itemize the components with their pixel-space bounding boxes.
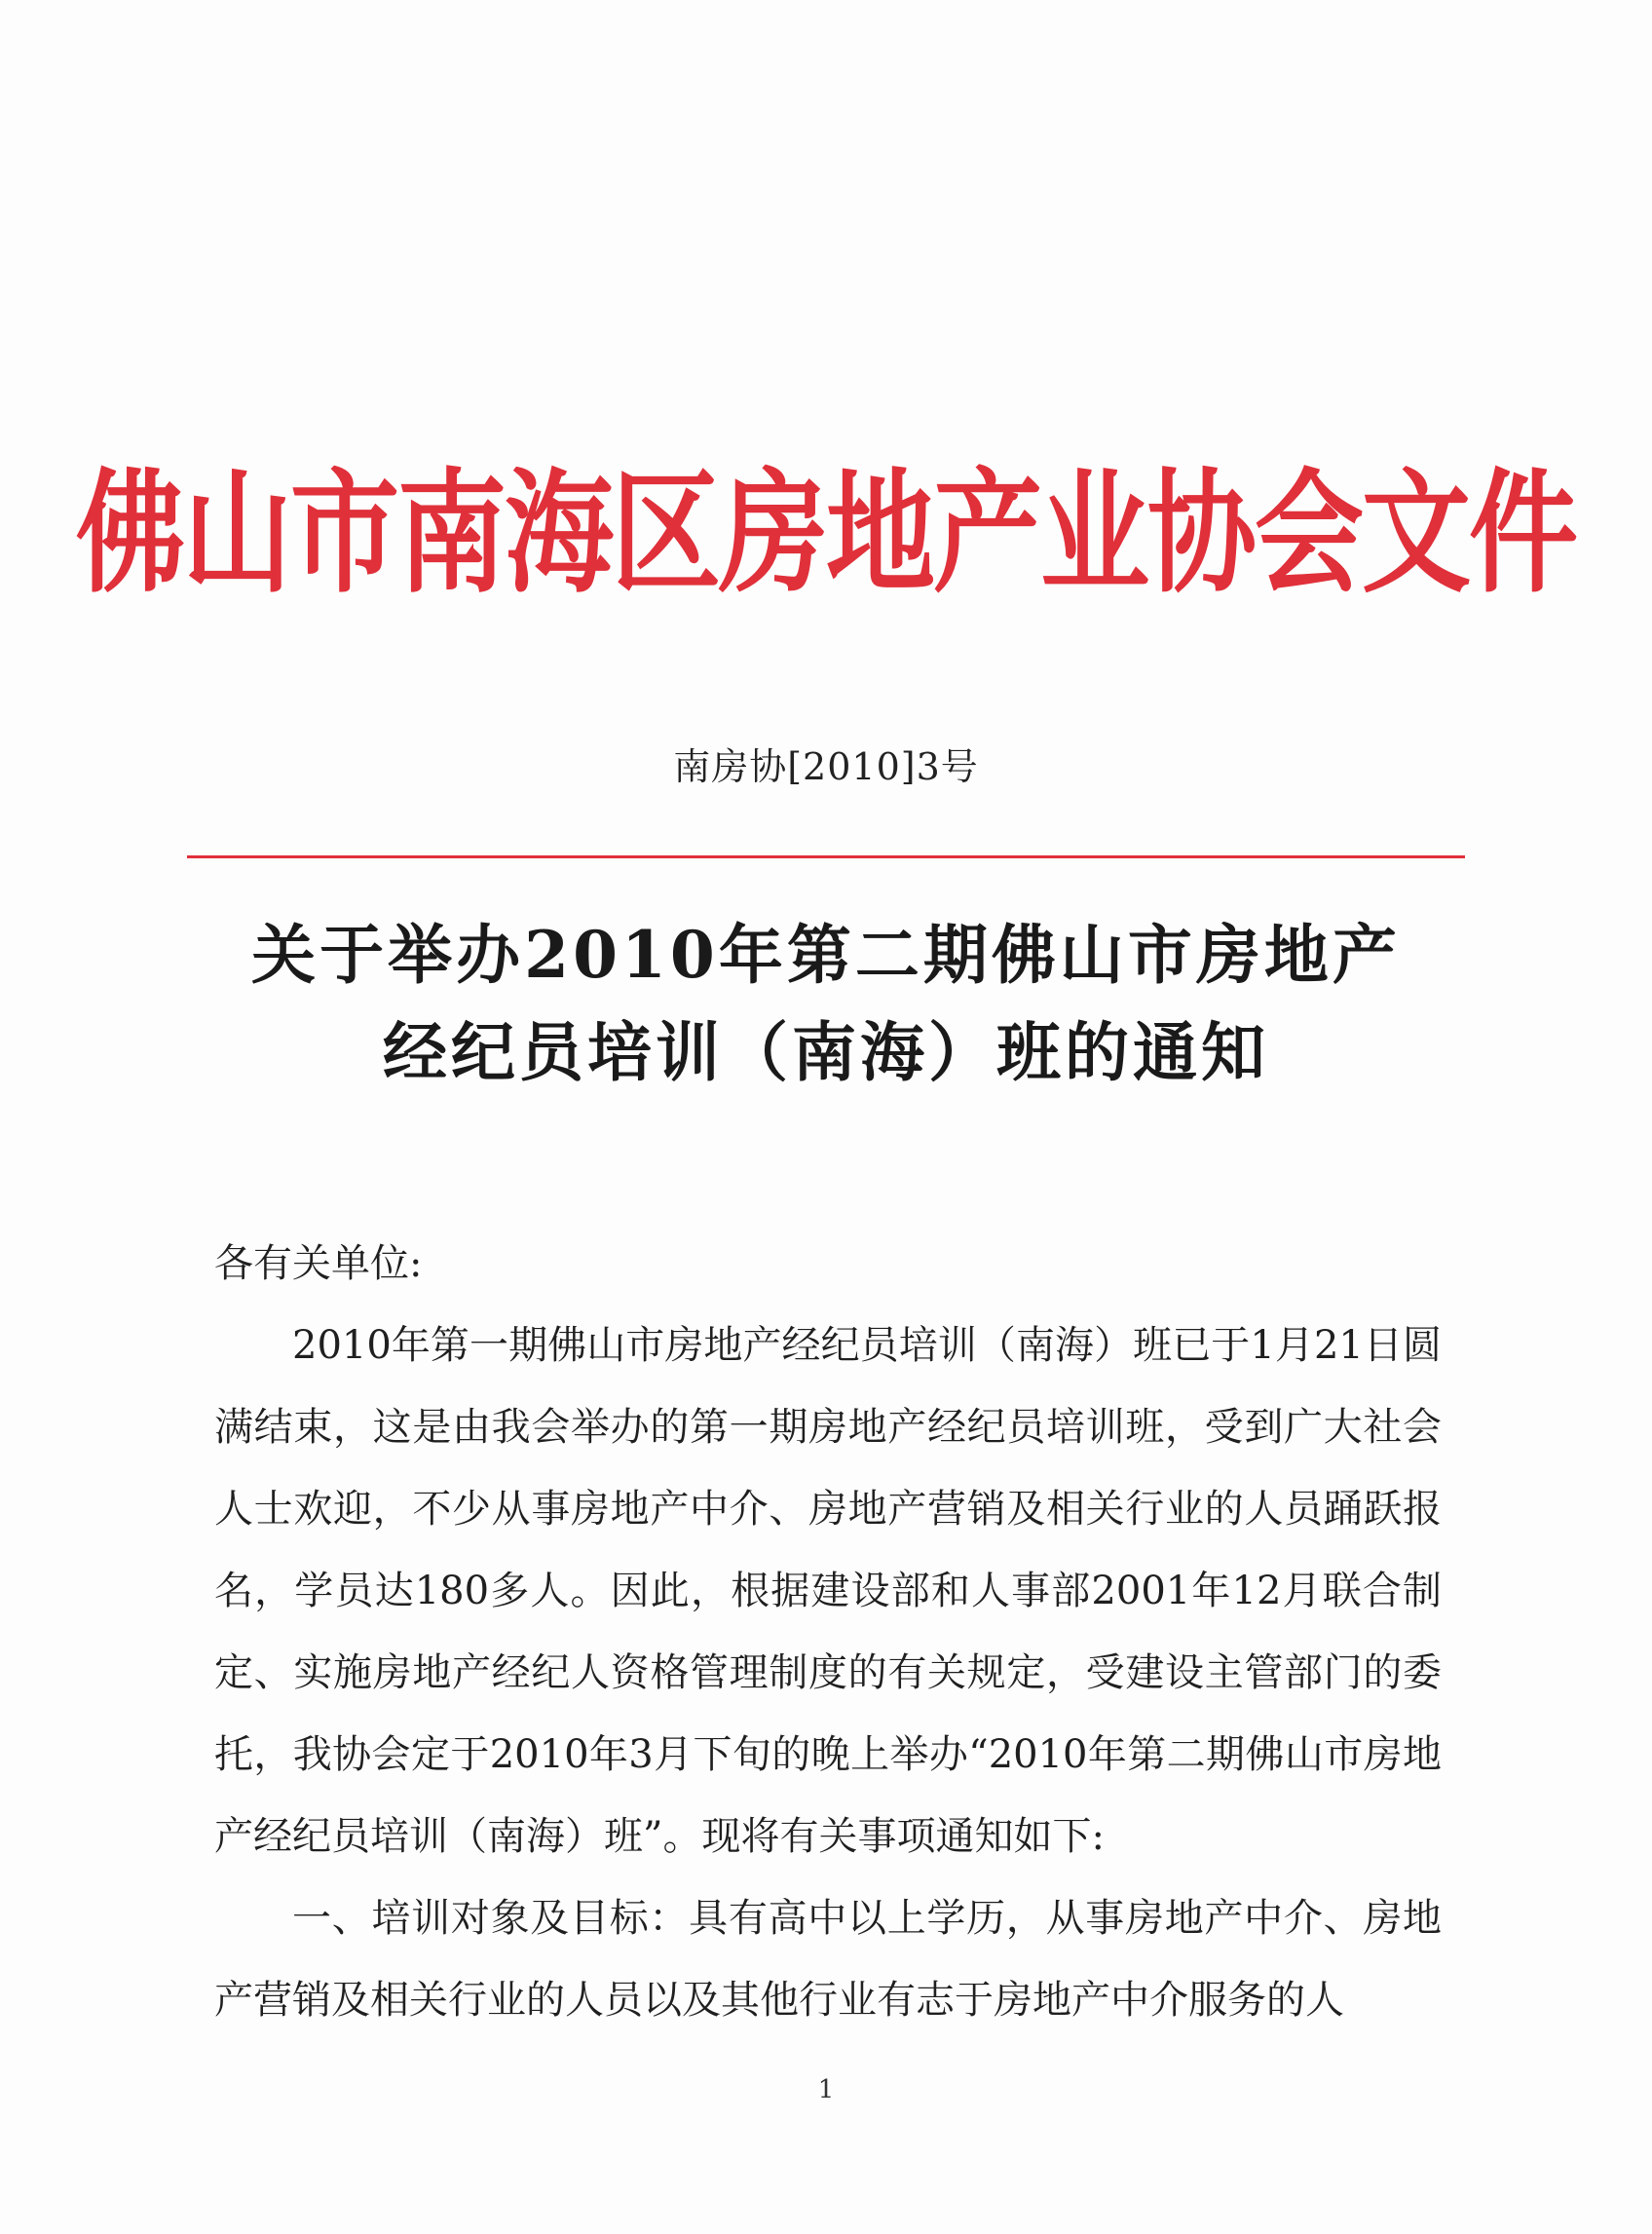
notice-title	[0, 906, 1652, 1101]
page-number: 1	[817, 2075, 835, 2104]
notice-body	[214, 1223, 1442, 2041]
red-divider-line	[187, 855, 1465, 858]
body-paragraph-2: 一、培训对象及目标：具有高中以上学历，从事房地产中介、房地产营销及相关行业的人员以及其他行业有志于房地产中介服务的人	[214, 1896, 1442, 2023]
salutation: 各有关单位:	[214, 1241, 423, 1286]
notice-title-line-1: 关于举办2010年第二期佛山市房地产	[251, 917, 1401, 993]
body-paragraph-1: 2010年第一期佛山市房地产经纪员培训（南海）班已于1月21日圆满结束，这是由我会举办的第一期房地产经纪员培训班，受到广大社会人士欢迎，不少从事房地产中介、房地产营销及相关行业的人员踊跃报名，学员达180多人。因此，根据建设部和人事部2001年12月联合制定、实施房地产经纪人资格管理制度的有关规定，受建设主管部门的委托，我协会定于2010年3月下旬的晚上举办“2010年第二期佛山市房地产经纪员培训（南海）班”。现将有关事项通知如下:	[214, 1323, 1442, 1859]
masthead-title: 佛山市南海区房地产业协会文件	[76, 455, 1576, 612]
document-number: 南房协[2010]3号	[673, 745, 979, 788]
notice-title-line-2: 经纪员培训（南海）班的通知	[383, 1014, 1269, 1090]
